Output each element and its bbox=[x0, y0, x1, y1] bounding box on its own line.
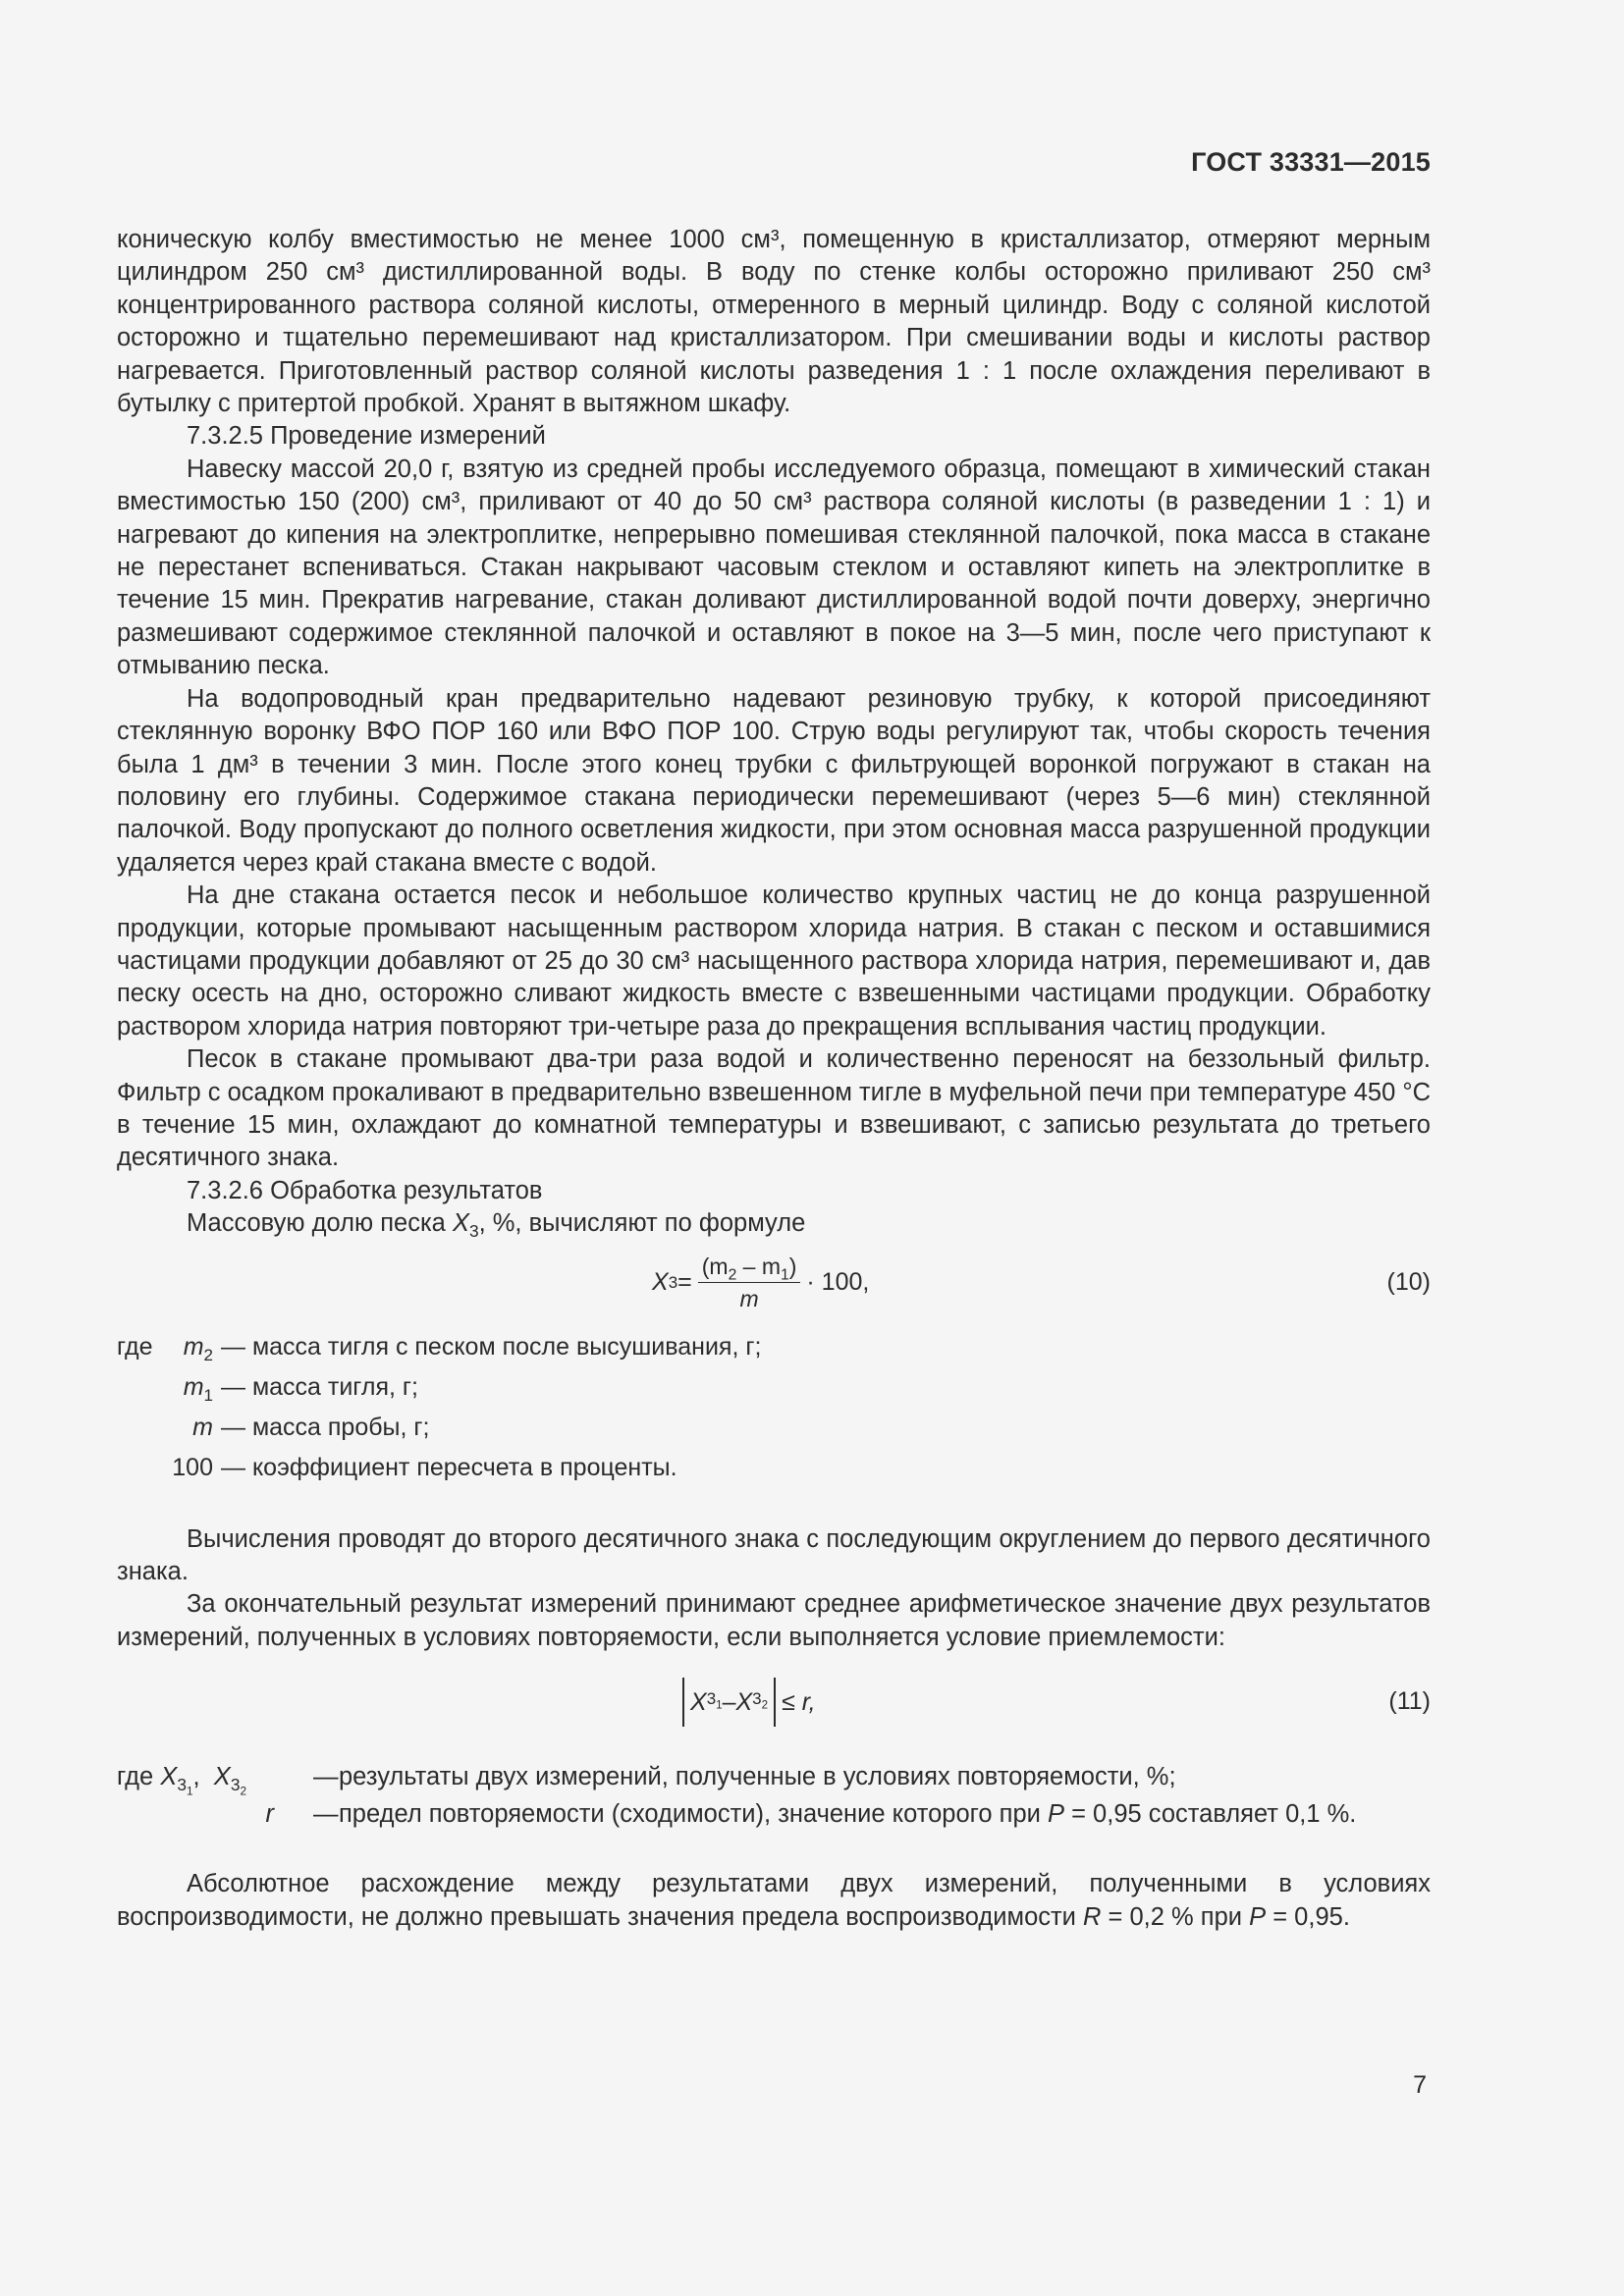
legend-row: 100 — коэффициент пересчета в проценты. bbox=[172, 1453, 677, 1481]
paragraph: Вычисления проводят до второго десятичного знака с последующим округлением до первого десятичного знака. bbox=[117, 1524, 1431, 1585]
paragraph: За окончательный результат измерений принимают среднее арифметическое значение двух результатов измерений, полученных в условиях повторяемости, если выполняется условие приемлемости: bbox=[117, 1590, 1431, 1651]
paragraph: Абсолютное расхождение между результатами двух измерений, полученными в условиях воспроизводимости, не должно превышать значения предела воспроизводимости R = 0,2 % при P = 0,95. bbox=[117, 1870, 1431, 1931]
formula-number: (10) bbox=[1386, 1267, 1431, 1296]
paragraph: На водопроводный кран предварительно надевают резиновую трубку, к которой присоединяют стеклянную воронку ВФО ПОР 160 или ВФО ПОР 100. Струю воды регулируют так, чтобы скорость течения была 1 дм³ в течении 3 мин. После этого конец трубки с фильтрующей воронкой погружают в стакан на половину его глубины. Содержимое стакана периодически перемешивают (через 5—6 мин) стеклянной палочкой. Воду пропускают до полного осветления жидкости, при этом основная масса разрушенной продукции удаляется через край стакана вместе с водой. bbox=[117, 684, 1431, 877]
paragraph-formula-intro: Массовую долю песка $X_3$, %, вычисляют по формуле bbox=[187, 1209, 806, 1242]
document-code: ГОСТ 33331—2015 bbox=[1191, 147, 1431, 177]
document-body bbox=[117, 224, 1431, 1934]
legend-row: m — масса пробы, г; bbox=[192, 1413, 430, 1441]
paragraph: коническую колбу вместимостью не менее 1000 см³, помещенную в кристаллизатор, отмеряют мерным цилиндром 250 см³ дистиллированной воды. В воду по стенке колбы осторожно приливают 250 см³ концентрированного раствора соляной кислоты, отмеренного в мерный цилиндр. Воду с соляной кислотой осторожно и тщательно перемешивают над кристаллизатором. При смешивании воды и кислоты раствор нагревается. Приготовленный раствор соляной кислоты разведения 1 : 1 после охлаждения переливают в бутылку с притертой пробкой. Хранят в вытяжном шкафу. bbox=[117, 226, 1431, 418]
formula-11-legend bbox=[117, 1758, 1431, 1833]
formula-10-legend bbox=[117, 1327, 1431, 1488]
legend-row: r — предел повторяемости (сходимости), значение которого при P = 0,95 составляет 0,1 %. bbox=[265, 1800, 1357, 1829]
paragraph: На дне стакана остается песок и небольшое количество крупных частиц не до конца разрушенной продукции, которые промывают насыщенным раствором хлорида натрия. В стакан с песком и оставшимися частицами продукции добавляют от 25 до 30 см³ насыщенного раствора хлорида натрия, перемешивают и, дав песку осесть на дно, осторожно сливают жидкость вместе с взвешенными частицами продукции. Обработку раствором хлорида натрия повторяют три-четыре раза до прекращения всплывания частиц продукции. bbox=[117, 881, 1431, 1041]
section-heading-7-3-2-5: 7.3.2.5 Проведение измерений bbox=[187, 422, 546, 451]
paragraph: Песок в стакане промывают два-три раза водой и количественно переносят на беззольный фильтр. Фильтр с осадком прокаливают в предварительно взвешенном тигле в муфельной печи при температуре 450 °С в течение 15 мин, охлаждают до комнатной температуры и взвешивают, с записью результата до третьего десятичного знака. bbox=[117, 1045, 1431, 1172]
legend-row: где $m_2$ — масса тигля с песком после высушивания, г; bbox=[117, 1332, 762, 1364]
formula-11: X $3_1$ – X $3_2$ ≤ r, (11) bbox=[117, 1668, 1431, 1736]
paragraph: Навеску массой 20,0 г, взятую из средней пробы исследуемого образца, помещают в химический стакан вместимостью 150 (200) см³, приливают от 40 до 50 см³ раствора соляной кислоты (в разведении 1 : 1) и нагревают до кипения на электроплитке, непрерывно помешивая стеклянной палочкой, пока масса в стакане не перестанет вспениваться. Стакан накрывают часовым стеклом и оставляют кипеть на электроплитке в течение 15 мин. Прекратив нагревание, стакан доливают дистиллированной водой почти доверху, энергично размешивают содержимое стеклянной палочкой и оставляют в покое на 3—5 мин, после чего приступают к отмыванию песка. bbox=[117, 454, 1431, 680]
page-number: 7 bbox=[1413, 2071, 1427, 2099]
formula-10: X 3 = $\frac{(m_2 - m_1)}{m}$ · 100, (10) bbox=[652, 1254, 1431, 1312]
section-heading-7-3-2-6: 7.3.2.6 Обработка результатов bbox=[187, 1176, 543, 1204]
formula-fraction: $\frac{(m_2 - m_1)}{m}$ bbox=[698, 1253, 801, 1312]
legend-row: $m_1$ — масса тигля, г; bbox=[183, 1372, 418, 1405]
legend-row: где $X_{3_1}$, $X_{3_2}$ — результаты двух измерений, полученные в условиях повторяемости, %; bbox=[117, 1763, 1176, 1798]
formula-number: (11) bbox=[1388, 1687, 1431, 1716]
